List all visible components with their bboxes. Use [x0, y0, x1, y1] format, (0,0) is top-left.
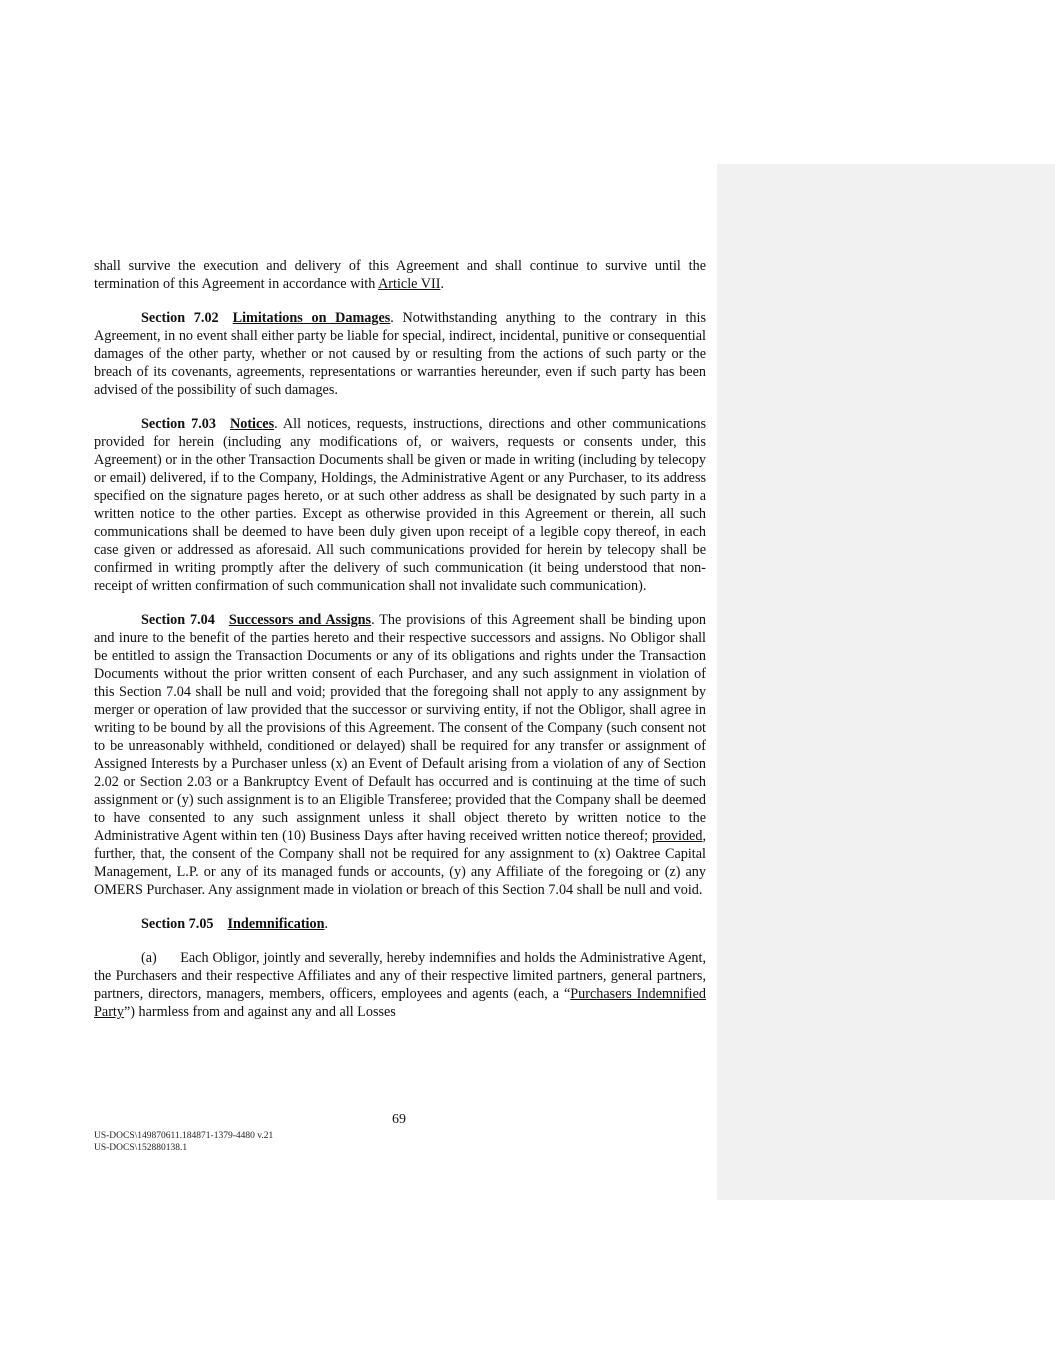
section-heading: Notices — [229, 416, 275, 432]
defined-term: Purchasers Indemnified Party — [94, 986, 706, 1020]
document-body — [94, 257, 710, 1037]
footer-doc-id-2: US-DOCS\152880138.1 — [94, 1143, 188, 1153]
section-7-03: Section 7.03 Notices. All notices, requests, instructions, directions and other communications provided for herein (including any modifications of, or waivers, requests or consents under, this Agreement) or in the other Transaction Documents shall be given or made in writing (including by telecopy or email) delivered, if to the Company, Holdings, the Administrative Agent or any Purchaser, to its address specified on the signature pages hereto, or at such other address as shall be designated by such party in a written notice to the other parties. Except as otherwise provided in this Agreement or therein, all such communications shall be deemed to have been duly given upon receipt of a legible copy thereof, in each case given or addressed as aforesaid. All such communications provided for herein by telecopy shall be confirmed in writing promptly after the delivery of such communication (it being understood that non-receipt of written confirmation of such communication shall not invalidate such communication). — [94, 416, 706, 594]
section-number: Section 7.05 — [141, 916, 214, 932]
paragraph-a: (a) Each Obligor, jointly and severally, hereby indemnifies and holds the Administrative Agent, the Purchasers and their respective Affiliates and any of their respective limited partners, general partners, partners, directors, managers, members, officers, employees and agents (each, a “Purchasers Indemnified Party”) harmless from and against any and all Losses — [94, 950, 710, 1020]
provided-term: provided — [652, 828, 703, 844]
intro-paragraph: shall survive the execution and delivery of this Agreement and shall continue to survive until the termination of this Agreement in accordance with Article VII. — [94, 258, 706, 292]
section-heading: Indemnification — [227, 916, 325, 932]
document-footer — [94, 1130, 273, 1154]
section-7-05: Section 7.05 Indemnification. — [141, 916, 329, 932]
section-number: Section 7.04 — [141, 612, 215, 628]
section-heading: Successors and Assigns — [228, 612, 372, 628]
section-number: Section 7.02 — [141, 310, 219, 326]
section-number: Section 7.03 — [141, 416, 216, 432]
article-link[interactable]: Article VII — [378, 276, 441, 292]
page-number: 69 — [392, 1112, 406, 1127]
section-heading: Limitations on Damages — [232, 310, 391, 326]
footer-doc-id-1: US-DOCS\149870611.184871-1379-4480 v.21 — [94, 1131, 274, 1141]
section-7-04: Section 7.04 Successors and Assigns. The provisions of this Agreement shall be binding upon and inure to the benefit of the parties hereto and their respective successors and assigns. No Obligor shall be entitled to assign the Transaction Documents or any of its obligations and rights under the Transaction Documents without the prior written consent of each Purchaser, and any such assignment in violation of this Section 7.04 shall be null and void; provided that the foregoing shall not apply to any assignment by merger or operation of law provided that the successor or surviving entity, if not the Obligor, shall agree in writing to be bound by all the provisions of this Agreement. The consent of the Company (such consent not to be unreasonably withheld, conditioned or delayed) shall be required for any transfer or assignment of Assigned Interests by a Purchaser unless (x) an Event of Default arising from a violation of any of Section 2.02 or Section 2.03 or a Bankruptcy Event of Default has occurred and is continuing at the time of such assignment or (y) such assignment is to an Eligible Transferee; provided that the Company shall be deemed to have consented to any such assignment unless it shall object thereto by written notice to the Administrative Agent within ten (10) Business Days after having received written notice thereof; provided, further, that, the consent of the Company shall not be required for any assignment to (x) Oaktree Capital Management, L.P. or any of its managed funds or accounts, (y) any Affiliate of the foregoing or (z) any OMERS Purchaser. Any assignment made in violation or breach of this Section 7.04 shall be null and void. — [94, 612, 707, 898]
comment-pane — [717, 164, 1055, 1200]
section-7-02: Section 7.02 Limitations on Damages. Notwithstanding anything to the contrary in this Agreement, in no event shall either party be liable for special, indirect, incidental, punitive or consequential damages of the other party, whether or not caused by or resulting from the actions of such party or the breach of its covenants, agreements, representations or warranties hereunder, even if such party has been advised of the possibility of such damages. — [94, 310, 706, 398]
